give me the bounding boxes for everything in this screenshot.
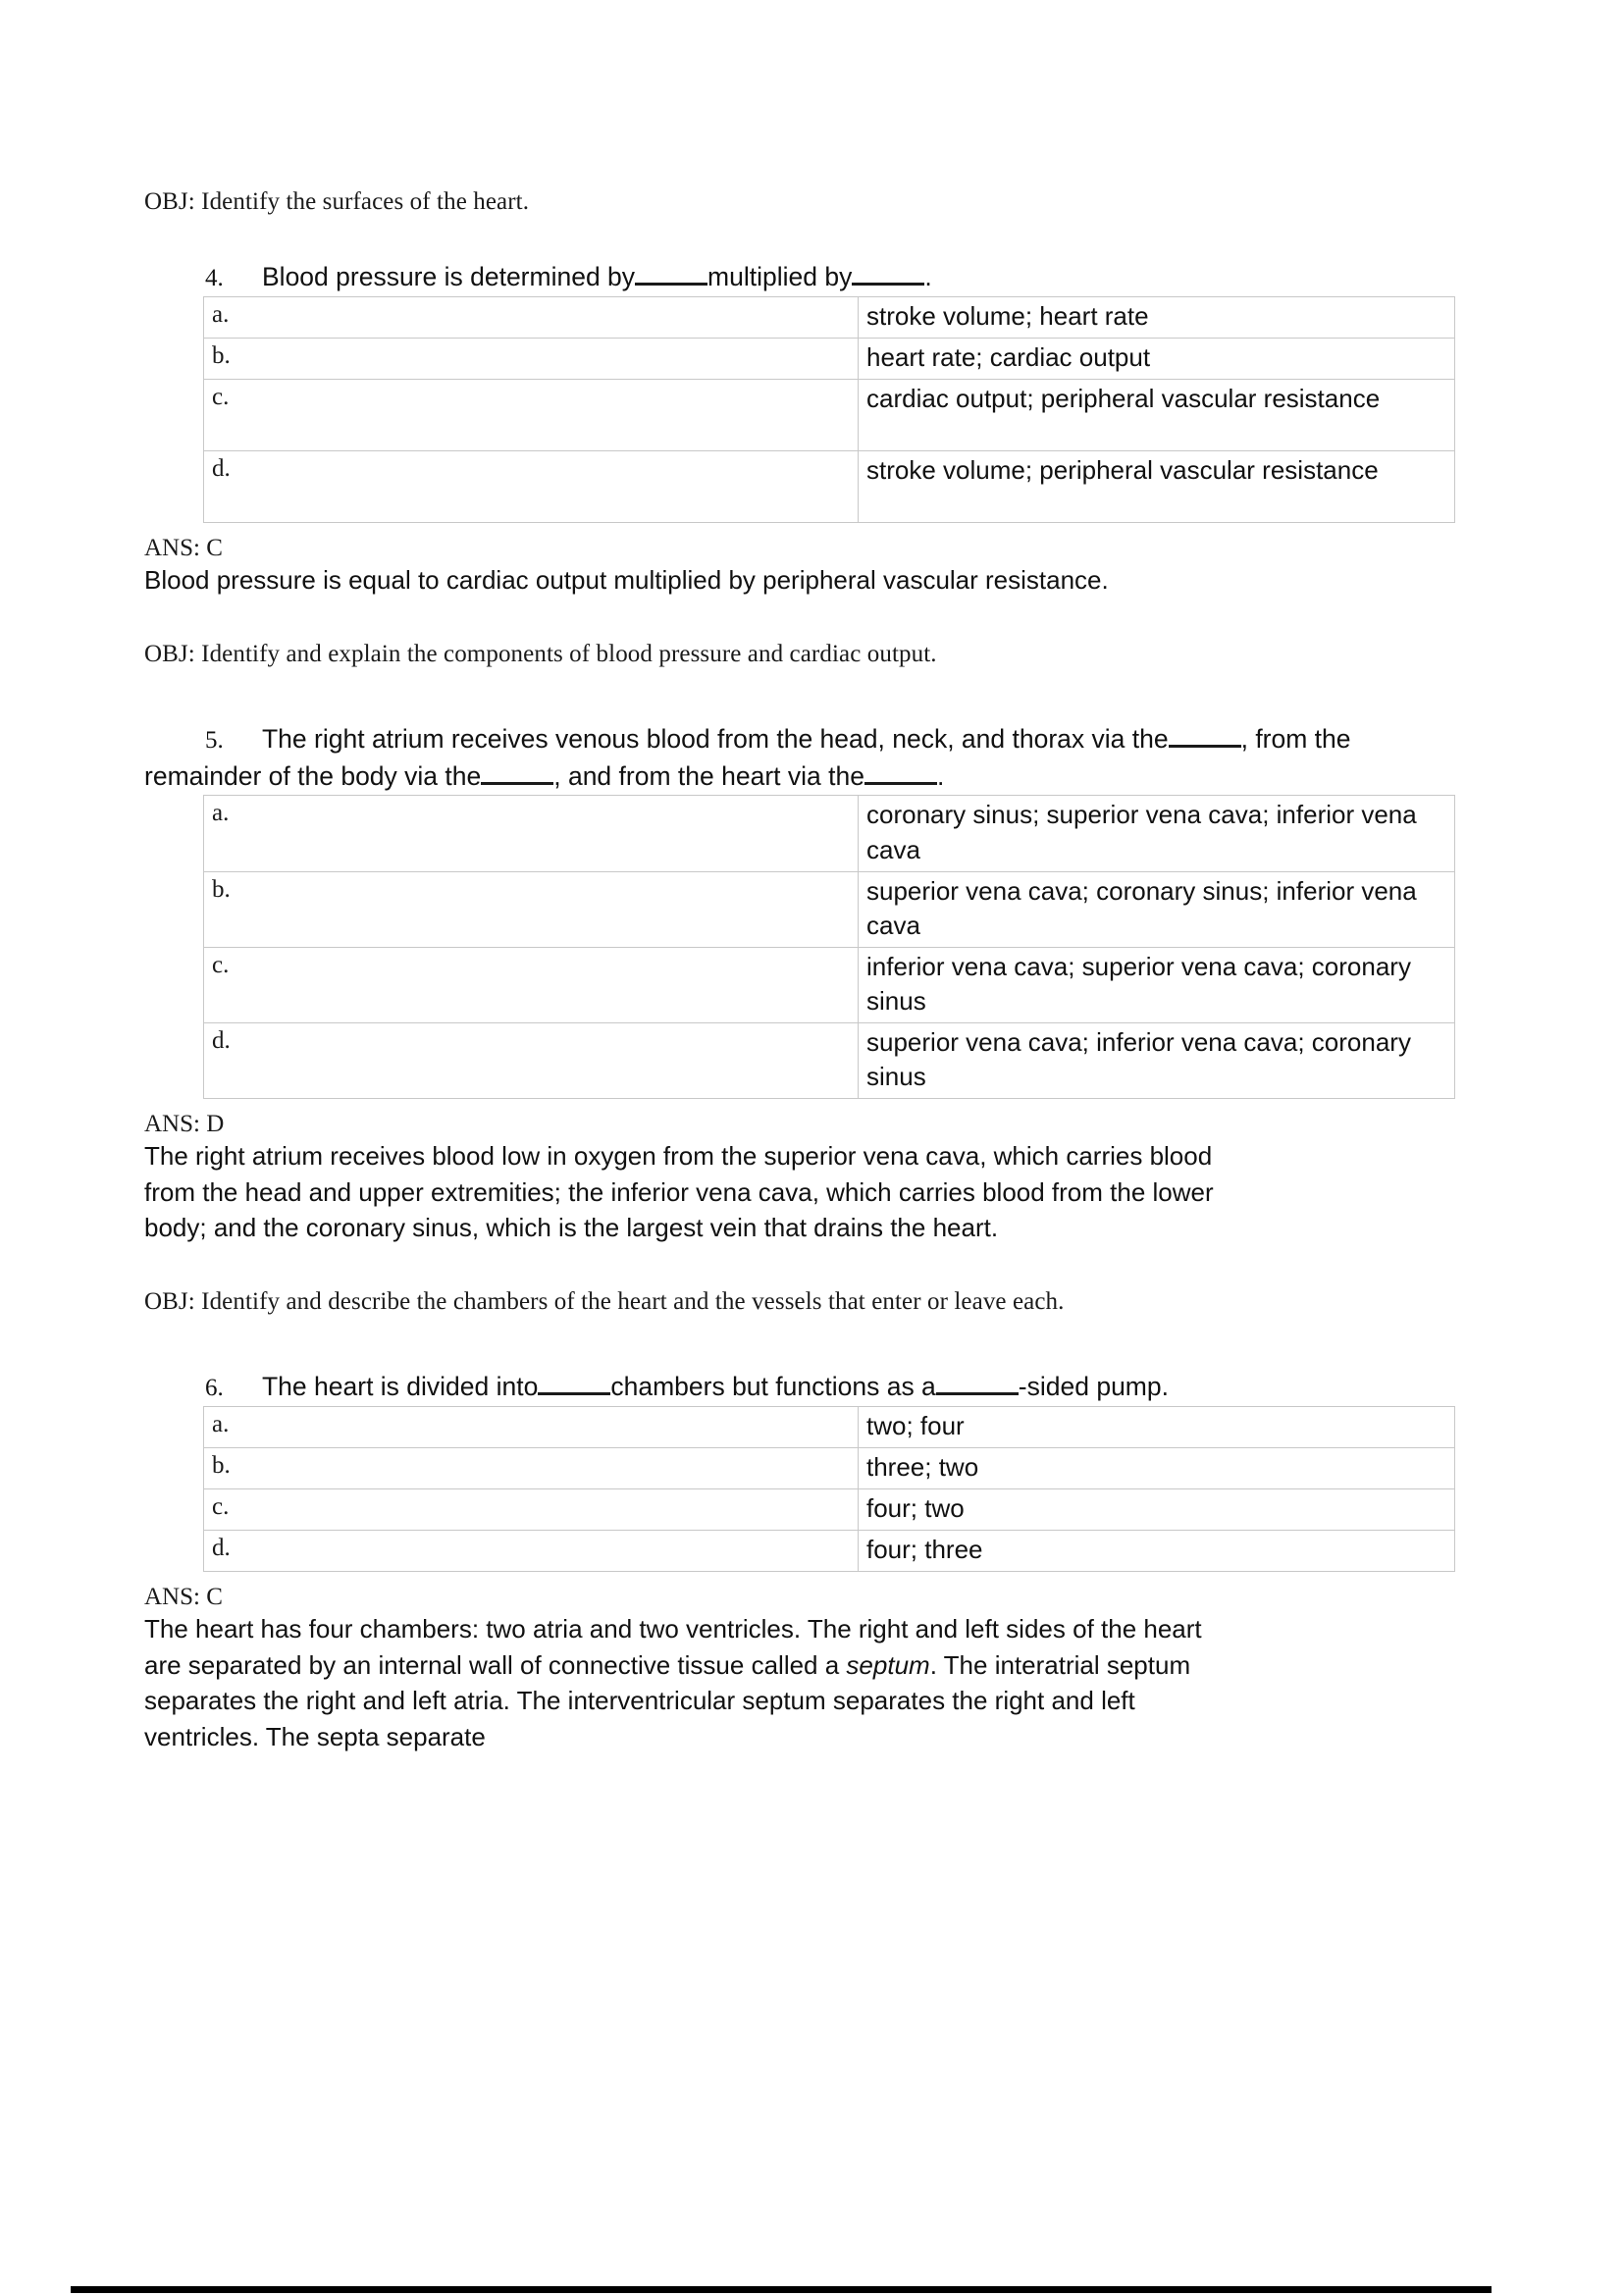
question-5-blank-2 xyxy=(481,782,553,785)
option-text: coronary sinus; superior vena cava; inferior vena cava xyxy=(859,796,1455,871)
option-text: three; two xyxy=(859,1448,1455,1489)
question-6-block xyxy=(144,1369,1459,1754)
option-text: four; two xyxy=(859,1489,1455,1531)
option-letter: d. xyxy=(204,450,859,522)
question-6-number: 6. xyxy=(205,1375,224,1402)
question-4-number: 4. xyxy=(205,265,224,291)
option-text: stroke volume; peripheral vascular resistance xyxy=(859,450,1455,522)
table-row[interactable] xyxy=(204,947,1455,1022)
question-5-stem xyxy=(144,721,1459,795)
table-row[interactable] xyxy=(204,1407,1455,1448)
question-4-blank-1 xyxy=(635,283,707,286)
option-letter: b. xyxy=(204,871,859,947)
question-5-stem-part1: The right atrium receives venous blood from the head, neck, and thorax via the xyxy=(262,724,1169,755)
option-text: superior vena cava; coronary sinus; inferior vena cava xyxy=(859,871,1455,947)
question-4-explanation: Blood pressure is equal to cardiac output multiplied by peripheral vascular resistance. xyxy=(144,564,1109,595)
question-4-stem-part1: Blood pressure is determined by xyxy=(262,262,636,291)
question-6-explanation-pre: The heart has four chambers: two atria and two ventricles. The right and left sides of the heart are separated by an internal wall of connective tissue called a xyxy=(144,1614,1202,1680)
question-5-options-table xyxy=(203,795,1455,1099)
objective-line-bp-components: OBJ: Identify and explain the components of blood pressure and cardiac output. xyxy=(144,641,937,668)
option-letter: b. xyxy=(204,338,859,379)
option-text: two; four xyxy=(859,1407,1455,1448)
option-letter: a. xyxy=(204,296,859,338)
table-row[interactable] xyxy=(204,1531,1455,1572)
table-row[interactable] xyxy=(204,1023,1455,1099)
table-row[interactable] xyxy=(204,1489,1455,1531)
option-text: inferior vena cava; superior vena cava; coronary sinus xyxy=(859,947,1455,1022)
question-6-options-table xyxy=(203,1406,1455,1572)
option-text: cardiac output; peripheral vascular resistance xyxy=(859,379,1455,450)
option-letter: b. xyxy=(204,1448,859,1489)
question-6-blank-1 xyxy=(538,1392,610,1395)
option-letter: a. xyxy=(204,1407,859,1448)
table-row[interactable] xyxy=(204,796,1455,871)
option-text: stroke volume; heart rate xyxy=(859,296,1455,338)
question-6-stem-part3: -sided pump. xyxy=(1018,1372,1169,1402)
option-text: heart rate; cardiac output xyxy=(859,338,1455,379)
question-4-stem-part3: . xyxy=(924,262,932,291)
question-6-stem-part1: The heart is divided into xyxy=(262,1372,539,1402)
question-5-number: 5. xyxy=(205,727,224,755)
option-text: four; three xyxy=(859,1531,1455,1572)
question-6-explanation-post: . The interatrial septum separates the right and left atria. The interventricular septum separates the right and left ventricles. The septa separate xyxy=(144,1649,1191,1751)
table-row[interactable] xyxy=(204,871,1455,947)
question-5-blank-3 xyxy=(864,782,937,785)
question-4-block xyxy=(144,259,1459,598)
question-6-explanation xyxy=(144,1611,1229,1754)
question-5-blank-1 xyxy=(1169,745,1241,748)
table-row[interactable] xyxy=(204,296,1455,338)
question-5-explanation: The right atrium receives blood low in oxygen from the superior vena cava, which carries blood from the head and upper extremities; the inferior vena cava, which carries blood from the lower body; and the coronary sinus, which is the largest vein that drains the heart. xyxy=(144,1141,1214,1242)
question-4-blank-2 xyxy=(852,283,924,286)
question-6-answer-label: ANS: C xyxy=(144,1584,223,1611)
option-text: superior vena cava; inferior vena cava; coronary sinus xyxy=(859,1023,1455,1099)
option-letter: a. xyxy=(204,796,859,871)
option-letter: c. xyxy=(204,1489,859,1531)
option-letter: d. xyxy=(204,1023,859,1099)
question-4-stem-part2: multiplied by xyxy=(707,262,853,291)
question-5-stem-part3: , and from the heart via the xyxy=(553,760,864,791)
question-4-options-table xyxy=(203,296,1455,523)
table-row[interactable] xyxy=(204,338,1455,379)
question-6-blank-2 xyxy=(936,1392,1019,1395)
question-5-stem-part2: , from the remainder of the body via the xyxy=(144,724,1351,791)
question-5-block xyxy=(144,721,1459,1245)
option-letter: d. xyxy=(204,1531,859,1572)
question-5-stem-part4: . xyxy=(936,760,945,791)
question-4-answer-label: ANS: C xyxy=(144,534,223,561)
question-6-stem xyxy=(144,1369,1459,1406)
page-content xyxy=(144,186,1459,1754)
question-6-stem-part2: chambers but functions as a xyxy=(610,1372,936,1402)
objective-line-surfaces: OBJ: Identify the surfaces of the heart. xyxy=(144,188,530,215)
page-footer-rule xyxy=(71,2286,1492,2293)
table-row[interactable] xyxy=(204,379,1455,450)
objective-line-chambers: OBJ: Identify and describe the chambers of the heart and the vessels that enter or leave each. xyxy=(144,1288,1065,1316)
question-5-answer-label: ANS: D xyxy=(144,1111,225,1138)
question-6-explanation-italic-term: septum xyxy=(846,1649,930,1680)
option-letter: c. xyxy=(204,379,859,450)
table-row[interactable] xyxy=(204,450,1455,522)
table-row[interactable] xyxy=(204,1448,1455,1489)
question-4-stem xyxy=(144,259,1459,296)
option-letter: c. xyxy=(204,947,859,1022)
